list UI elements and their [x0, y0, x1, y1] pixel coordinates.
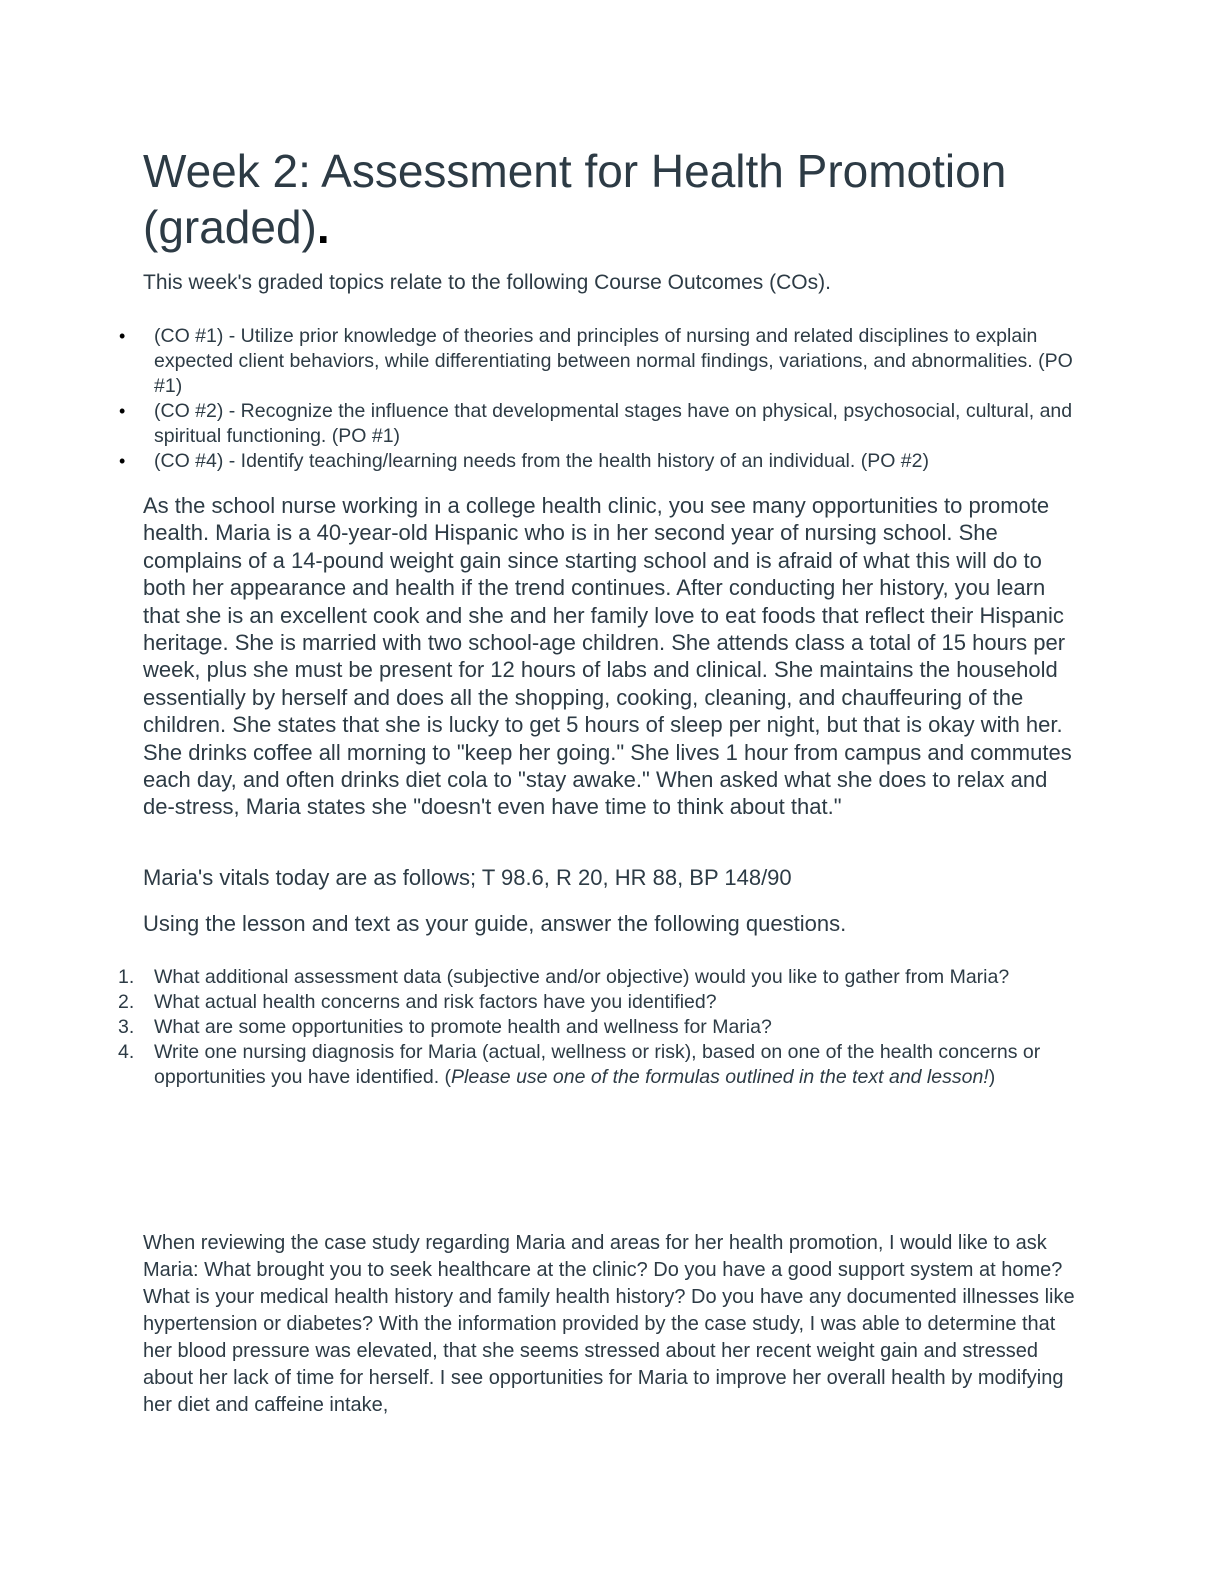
course-outcome-text: (CO #1) - Utilize prior knowledge of theories and principles of nursing and related disciplines to explain expected client behaviors, while differentiating between normal findings, variations, and abnormalities. (PO #1): [154, 325, 1073, 397]
bullet-icon: •: [119, 326, 126, 346]
question-text: What additional assessment data (subjective and/or objective) would you like to gather from Maria?: [154, 966, 1010, 988]
course-outcome-item: [119, 324, 1084, 399]
case-study-paragraph: As the school nurse working in a college health clinic, you see many opportunities to promote health. Maria is a 40-year-old Hispanic who is in her second year of nursing school. She complains of a 14-pound weight gain since starting school and is afraid of what this will do to both her appearance and health if the trend continues. After conducting her history, you learn that she is an excellent cook and she and her family love to eat foods that reflect their Hispanic heritage. She is married with two school-age children. She attends class a total of 15 hours per week, plus she must be present for 12 hours of labs and clinical. She maintains the household essentially by herself and does all the shopping, cooking, cleaning, and chauffeuring of the children. She states that she is lucky to get 5 hours of sleep per night, but that is okay with her. She drinks coffee all morning to "keep her going." She lives 1 hour from campus and commutes each day, and often drinks diet cola to "stay awake." When asked what she does to relax and de-stress, Maria states she "doesn't even have time to think about that.": [143, 493, 1072, 820]
question-item: [118, 965, 1069, 990]
bullet-icon: •: [119, 451, 126, 471]
questions-list: [118, 965, 1069, 1090]
question-item: [118, 990, 1069, 1015]
course-outcome-text: (CO #2) - Recognize the influence that developmental stages have on physical, psychosocial, cultural, and spiritual functioning. (PO #1): [154, 400, 1073, 447]
title-text: Week 2: Assessment for Health Promotion (graded): [143, 145, 1007, 253]
question-item: [118, 1040, 1069, 1090]
page-title: [143, 143, 1123, 255]
title-period: .: [316, 201, 330, 253]
question-text-end: ): [988, 1066, 996, 1088]
question-number: 4.: [118, 1041, 135, 1063]
question-number: 1.: [118, 966, 135, 988]
question-italic-note: Please use one of the formulas outlined in the text and lesson!: [451, 1066, 989, 1088]
course-outcomes-list: [119, 324, 1084, 474]
bullet-icon: •: [119, 401, 126, 421]
intro-paragraph: This week's graded topics relate to the following Course Outcomes (COs).: [143, 271, 831, 294]
course-outcome-item: [119, 399, 1084, 449]
answer-paragraph: When reviewing the case study regarding Maria and areas for her health promotion, I would like to ask Maria: What brought you to seek healthcare at the clinic? Do you have a good support system at home? What is your medical health history and family health history? Do you have any documented illnesses like hypertension or diabetes? With the information provided by the case study, I was able to determine that her blood pressure was elevated, that she seems stressed about her recent weight gain and stressed about her lack of time for herself. I see opportunities for Maria to improve her overall health by modifying her diet and caffeine intake,: [143, 1232, 1075, 1416]
question-text: What are some opportunities to promote health and wellness for Maria?: [154, 1016, 772, 1038]
question-text: What actual health concerns and risk factors have you identified?: [154, 991, 717, 1013]
course-outcome-item: [119, 449, 1084, 474]
course-outcome-text: (CO #4) - Identify teaching/learning needs from the health history of an individual. (PO #2): [154, 450, 929, 472]
question-number: 2.: [118, 991, 135, 1013]
vitals-paragraph: Maria's vitals today are as follows; T 98.6, R 20, HR 88, BP 148/90: [143, 865, 792, 890]
instructions-paragraph: Using the lesson and text as your guide, answer the following questions.: [143, 911, 847, 936]
question-text: Write one nursing diagnosis for Maria (actual, wellness or risk), based on one of the health concerns or opportunities you have identified. (: [154, 1041, 1041, 1088]
question-number: 3.: [118, 1016, 135, 1038]
question-item: [118, 1015, 1069, 1040]
